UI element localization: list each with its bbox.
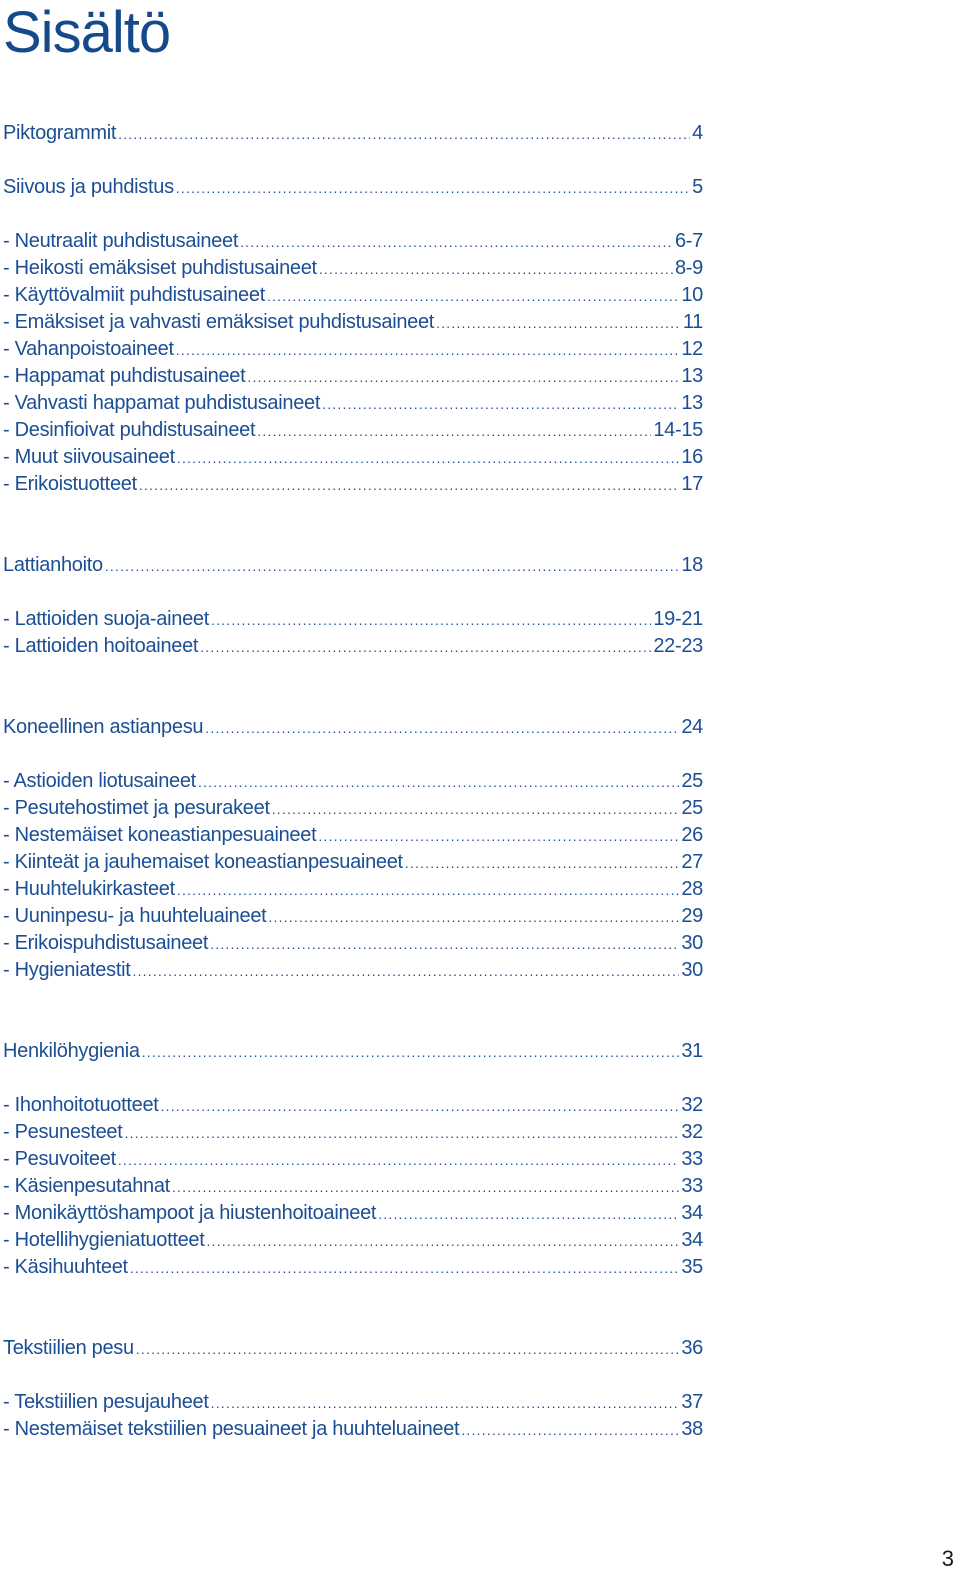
spacer	[3, 1281, 703, 1335]
dot-leader	[247, 364, 679, 391]
page-title: Sisältö	[3, 0, 171, 65]
toc-entry[interactable]	[3, 876, 703, 903]
toc-entry-label: - Pesutehostimet ja pesurakeet	[3, 797, 270, 819]
dot-leader	[272, 796, 680, 823]
toc-entry-label: - Huuhtelukirkasteet	[3, 878, 175, 900]
dot-leader	[176, 175, 690, 202]
toc-entry-label: - Nestemäiset koneastianpesuaineet	[3, 824, 317, 846]
toc-entry-label: - Hygieniatestit	[3, 959, 131, 981]
toc-entry-page: 28	[681, 878, 703, 900]
toc-entry-label: - Happamat puhdistusaineet	[3, 365, 246, 387]
spacer	[3, 1065, 703, 1092]
dot-leader	[378, 1201, 679, 1228]
toc-entry-page: 17	[681, 473, 703, 495]
toc-entry-label: Piktogrammit	[3, 122, 117, 144]
toc-entry[interactable]	[3, 1227, 703, 1254]
toc-entry-label: - Monikäyttöshampoot ja hiustenhoitoaineet	[3, 1202, 377, 1224]
toc-entry-label: Tekstiilien pesu	[3, 1337, 134, 1359]
toc-entry-page: 22-23	[653, 635, 703, 657]
toc-entry-page: 30	[681, 932, 703, 954]
dot-leader	[207, 1228, 680, 1255]
toc-entry-page: 19-21	[653, 608, 703, 630]
spacer	[3, 147, 703, 174]
dot-leader	[118, 1147, 680, 1174]
toc-entry-page: 12	[681, 338, 703, 360]
toc-entry-page: 31	[681, 1040, 703, 1062]
toc-entry-page: 13	[681, 392, 703, 414]
toc-entry-page: 11	[682, 311, 703, 333]
toc-section-heading[interactable]	[3, 552, 703, 579]
dot-leader	[268, 904, 679, 931]
toc-entry-label: - Käyttövalmiit puhdistusaineet	[3, 284, 265, 306]
toc-entry-label: - Hotellihygieniatuotteet	[3, 1229, 205, 1251]
dot-leader	[211, 607, 651, 634]
toc-entry[interactable]	[3, 336, 703, 363]
dot-leader	[318, 823, 679, 850]
dot-leader	[267, 283, 679, 310]
toc-entry[interactable]	[3, 903, 703, 930]
toc-entry-label: - Ihonhoitotuotteet	[3, 1094, 159, 1116]
toc-entry-label: Henkilöhygienia	[3, 1040, 140, 1062]
toc-entry-label: - Vahanpoistoaineet	[3, 338, 174, 360]
dot-leader	[105, 553, 680, 580]
toc-entry-label: - Lattioiden hoitoaineet	[3, 635, 199, 657]
toc-entry-label: - Heikosti emäksiset puhdistusaineet	[3, 257, 317, 279]
spacer	[3, 660, 703, 714]
spacer	[3, 201, 703, 228]
spacer	[3, 498, 703, 552]
toc-entry-page: 13	[681, 365, 703, 387]
toc-entry-page: 33	[681, 1148, 703, 1170]
toc-entry[interactable]	[3, 849, 703, 876]
toc-entry-label: Siivous ja puhdistus	[3, 176, 174, 198]
toc-entry-label: - Lattioiden suoja-aineet	[3, 608, 209, 630]
toc-entry-page: 32	[681, 1094, 703, 1116]
toc-entry-page: 32	[681, 1121, 703, 1143]
dot-leader	[132, 958, 679, 985]
dot-leader	[161, 1093, 680, 1120]
toc-entry-page: 4	[692, 122, 703, 144]
toc-entry-page: 30	[681, 959, 703, 981]
toc-entry-page: 34	[681, 1229, 703, 1251]
dot-leader	[177, 445, 679, 472]
toc-entry-page: 36	[681, 1337, 703, 1359]
toc-entry[interactable]	[3, 444, 703, 471]
toc-section-heading[interactable]	[3, 1335, 703, 1362]
toc-entry[interactable]	[3, 228, 703, 255]
dot-leader	[177, 877, 679, 904]
toc-section-heading[interactable]	[3, 1038, 703, 1065]
toc-entry[interactable]	[3, 1092, 703, 1119]
toc-entry[interactable]	[3, 930, 703, 957]
toc-entry-page: 6-7	[674, 230, 703, 252]
toc-entry-label: - Tekstiilien pesujauheet	[3, 1391, 209, 1413]
toc-entry-label: - Vahvasti happamat puhdistusaineet	[3, 392, 321, 414]
toc-entry-label: - Neutraalit puhdistusaineet	[3, 230, 239, 252]
toc-entry-label: - Kiinteät ja jauhemaiset koneastianpesuaineet	[3, 851, 403, 873]
toc-entry-label: - Muut siivousaineet	[3, 446, 175, 468]
dot-leader	[257, 418, 651, 445]
spacer	[3, 741, 703, 768]
spacer	[3, 984, 703, 1038]
toc-entry[interactable]	[3, 390, 703, 417]
dot-leader	[176, 337, 680, 364]
toc-section-heading[interactable]	[3, 174, 703, 201]
toc-entry-label: Koneellinen astianpesu	[3, 716, 204, 738]
toc-entry-label: - Käsihuuhteet	[3, 1256, 128, 1278]
dot-leader	[405, 850, 680, 877]
toc-entry[interactable]	[3, 1146, 703, 1173]
table-of-contents	[3, 120, 703, 1443]
dot-leader	[198, 769, 679, 796]
toc-entry[interactable]	[3, 417, 703, 444]
toc-entry-page: 8-9	[674, 257, 703, 279]
toc-entry-page: 27	[681, 851, 703, 873]
toc-entry-label: - Desinfioivat puhdistusaineet	[3, 419, 256, 441]
toc-entry-label: - Emäksiset ja vahvasti emäksiset puhdistusaineet	[3, 311, 435, 333]
dot-leader	[461, 1417, 679, 1444]
toc-entry-page: 33	[681, 1175, 703, 1197]
spacer	[3, 579, 703, 606]
toc-entry-page: 18	[681, 554, 703, 576]
toc-entry[interactable]	[3, 255, 703, 282]
toc-entry[interactable]	[3, 822, 703, 849]
spacer	[3, 1362, 703, 1389]
toc-entry-page: 34	[681, 1202, 703, 1224]
toc-entry[interactable]	[3, 471, 703, 498]
toc-entry[interactable]	[3, 1173, 703, 1200]
dot-leader	[211, 1390, 680, 1417]
toc-entry[interactable]	[3, 795, 703, 822]
dot-leader	[125, 1120, 680, 1147]
toc-entry-page: 38	[681, 1418, 703, 1440]
dot-leader	[322, 391, 679, 418]
toc-entry-page: 26	[681, 824, 703, 846]
toc-entry-label: Lattianhoito	[3, 554, 103, 576]
toc-entry[interactable]	[3, 1254, 703, 1281]
toc-entry-page: 14-15	[653, 419, 703, 441]
toc-entry[interactable]	[3, 768, 703, 795]
toc-entry-page: 5	[692, 176, 703, 198]
toc-entry[interactable]	[3, 282, 703, 309]
toc-entry[interactable]	[3, 633, 703, 660]
dot-leader	[172, 1174, 679, 1201]
toc-entry[interactable]	[3, 1200, 703, 1227]
toc-entry-label: - Erikoispuhdistusaineet	[3, 932, 209, 954]
toc-entry[interactable]	[3, 363, 703, 390]
toc-entry-page: 16	[681, 446, 703, 468]
dot-leader	[130, 1255, 680, 1282]
toc-entry-page: 35	[681, 1256, 703, 1278]
toc-entry-page: 29	[681, 905, 703, 927]
dot-leader	[210, 931, 679, 958]
toc-entry-label: - Pesunesteet	[3, 1121, 123, 1143]
toc-section-heading[interactable]	[3, 120, 703, 147]
toc-entry-label: - Astioiden liotusaineet	[3, 770, 196, 792]
toc-entry[interactable]	[3, 1389, 703, 1416]
toc-entry[interactable]	[3, 1119, 703, 1146]
toc-entry-page: 24	[681, 716, 703, 738]
toc-entry-label: - Nestemäiset tekstiilien pesuaineet ja huuhteluaineet	[3, 1418, 460, 1440]
toc-entry-page: 25	[681, 797, 703, 819]
dot-leader	[136, 1336, 680, 1363]
dot-leader	[139, 472, 679, 499]
toc-entry[interactable]	[3, 957, 703, 984]
dot-leader	[436, 310, 681, 337]
toc-entry-label: - Pesuvoiteet	[3, 1148, 116, 1170]
dot-leader	[205, 715, 679, 742]
dot-leader	[142, 1039, 680, 1066]
dot-leader	[319, 256, 673, 283]
toc-entry-label: - Käsienpesutahnat	[3, 1175, 170, 1197]
toc-entry[interactable]	[3, 1416, 703, 1443]
toc-entry[interactable]	[3, 606, 703, 633]
toc-entry-label: - Erikoistuotteet	[3, 473, 137, 495]
toc-entry[interactable]	[3, 309, 703, 336]
page-number: 3	[941, 1546, 954, 1571]
toc-entry-page: 25	[681, 770, 703, 792]
dot-leader	[240, 229, 673, 256]
dot-leader	[118, 121, 690, 148]
toc-entry-page: 37	[681, 1391, 703, 1413]
dot-leader	[200, 634, 651, 661]
toc-entry-page: 10	[681, 284, 703, 306]
toc-section-heading[interactable]	[3, 714, 703, 741]
toc-entry-label: - Uuninpesu- ja huuhteluaineet	[3, 905, 267, 927]
